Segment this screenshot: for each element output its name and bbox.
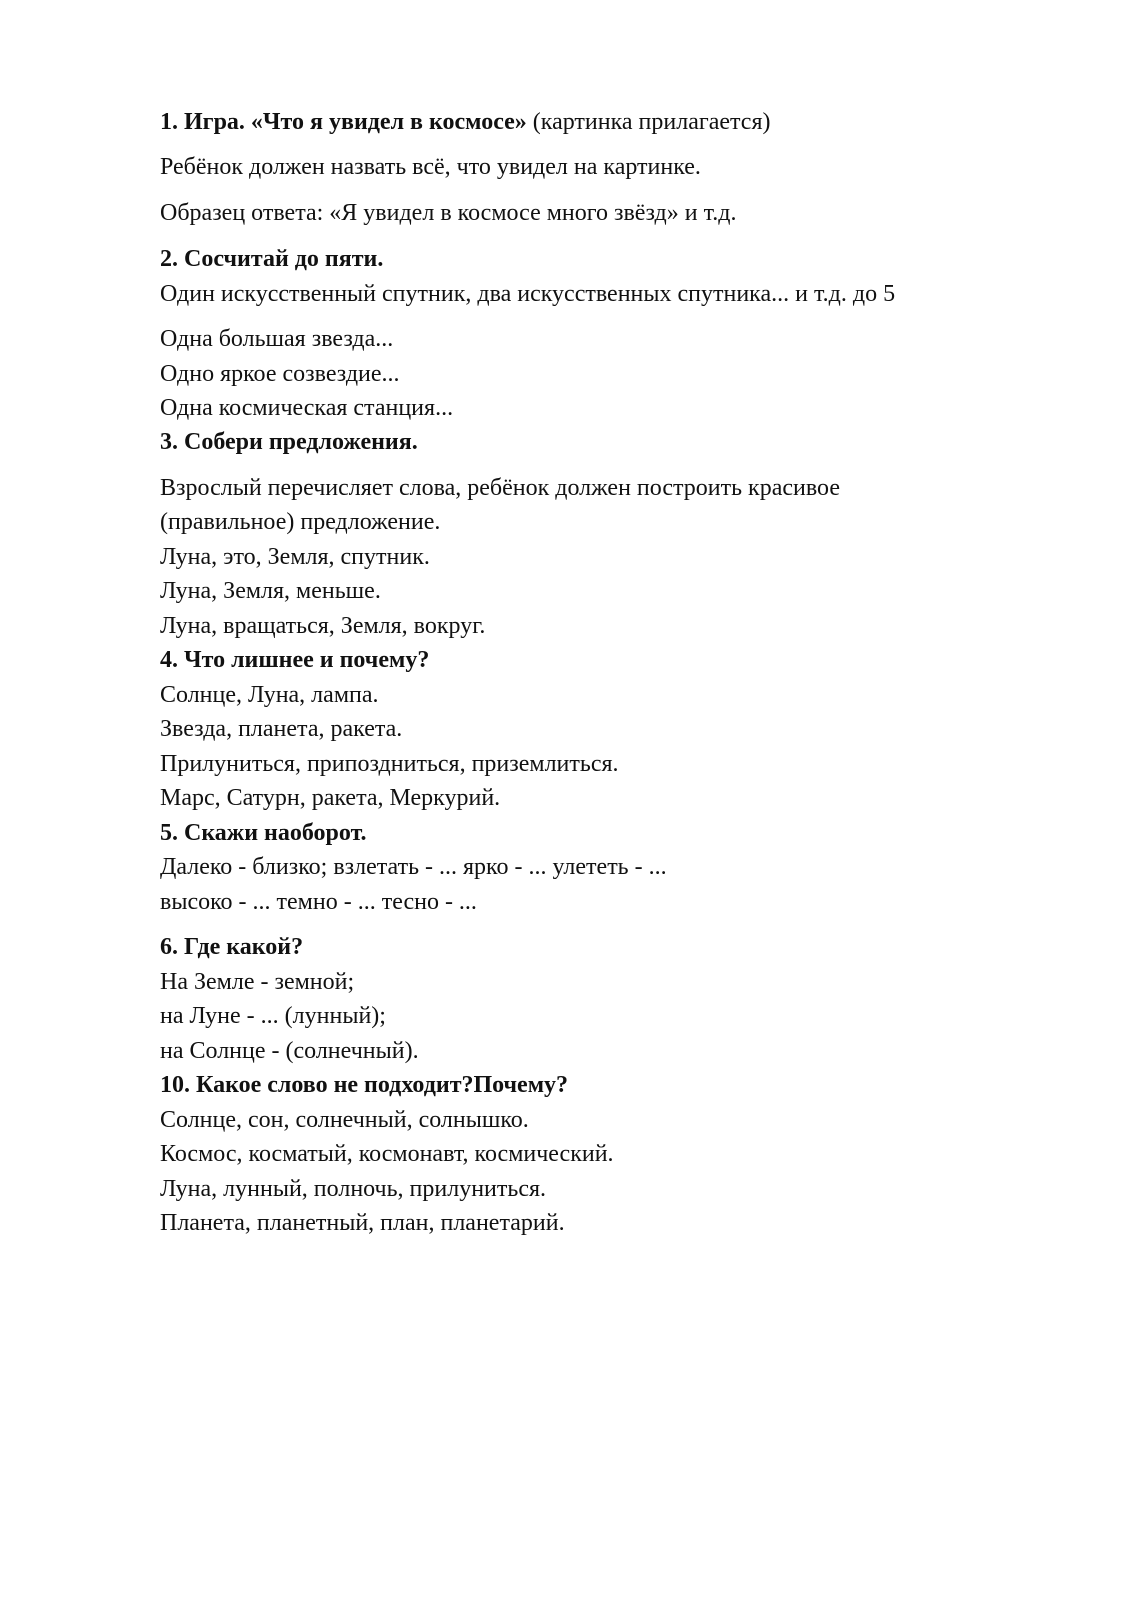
section-3-line: Луна, вращаться, Земля, вокруг. — [160, 613, 486, 639]
section-2-line: Одна большая звезда... — [160, 326, 394, 352]
section-2-heading: 2. Сосчитай до пяти. — [160, 246, 384, 272]
section-4-heading: 4. Что лишнее и почему? — [160, 647, 430, 673]
section-1-line: Образец ответа: «Я увидел в космосе много звёзд» и т.д. — [160, 200, 737, 226]
section-4-line: Солнце, Луна, лампа. — [160, 682, 379, 708]
section-3-line: Луна, это, Земля, спутник. — [160, 544, 430, 570]
section-5-line: Далеко - близко; взлетать - ... ярко - ... улететь - ... — [160, 854, 667, 880]
section-6-line: на Луне - ... (лунный); — [160, 1003, 386, 1029]
section-10-line: Солнце, сон, солнечный, солнышко. — [160, 1107, 529, 1133]
section-3-line: (правильное) предложение. — [160, 509, 441, 535]
section-5-line: высоко - ... темно - ... тесно - ... — [160, 889, 477, 915]
section-1-heading-bold: 1. Игра. «Что я увидел в космосе» — [160, 109, 527, 135]
section-10-line: Луна, лунный, полночь, прилуниться. — [160, 1176, 547, 1202]
section-3-heading: 3. Собери предложения. — [160, 429, 418, 455]
section-4-line: Звезда, планета, ракета. — [160, 716, 403, 742]
section-3-line: Луна, Земля, меньше. — [160, 578, 381, 604]
section-6-line: на Солнце - (солнечный). — [160, 1038, 419, 1064]
section-2-line: Один искусственный спутник, два искусственных спутника... и т.д. до 5 — [160, 281, 896, 307]
section-1-heading-note: (картинка прилагается) — [526, 109, 771, 135]
section-10-heading: 10. Какое слово не подходит?Почему? — [160, 1072, 569, 1098]
section-4-line: Прилуниться, припоздниться, приземлиться. — [160, 751, 619, 777]
section-3-line: Взрослый перечисляет слова, ребёнок должен построить красивое — [160, 475, 840, 501]
section-2-line: Одна космическая станция... — [160, 395, 454, 421]
section-10-line: Космос, косматый, космонавт, космический. — [160, 1141, 614, 1167]
section-6-line: На Земле - земной; — [160, 969, 355, 995]
section-6-heading: 6. Где какой? — [160, 934, 304, 960]
section-4-line: Марс, Сатурн, ракета, Меркурий. — [160, 785, 501, 811]
section-1-line: Ребёнок должен назвать всё, что увидел на картинке. — [160, 154, 701, 180]
section-10-line: Планета, планетный, план, планетарий. — [160, 1210, 565, 1236]
section-5-heading: 5. Скажи наоборот. — [160, 820, 367, 846]
section-1-heading — [160, 107, 770, 137]
section-2-line: Одно яркое созвездие... — [160, 361, 400, 387]
